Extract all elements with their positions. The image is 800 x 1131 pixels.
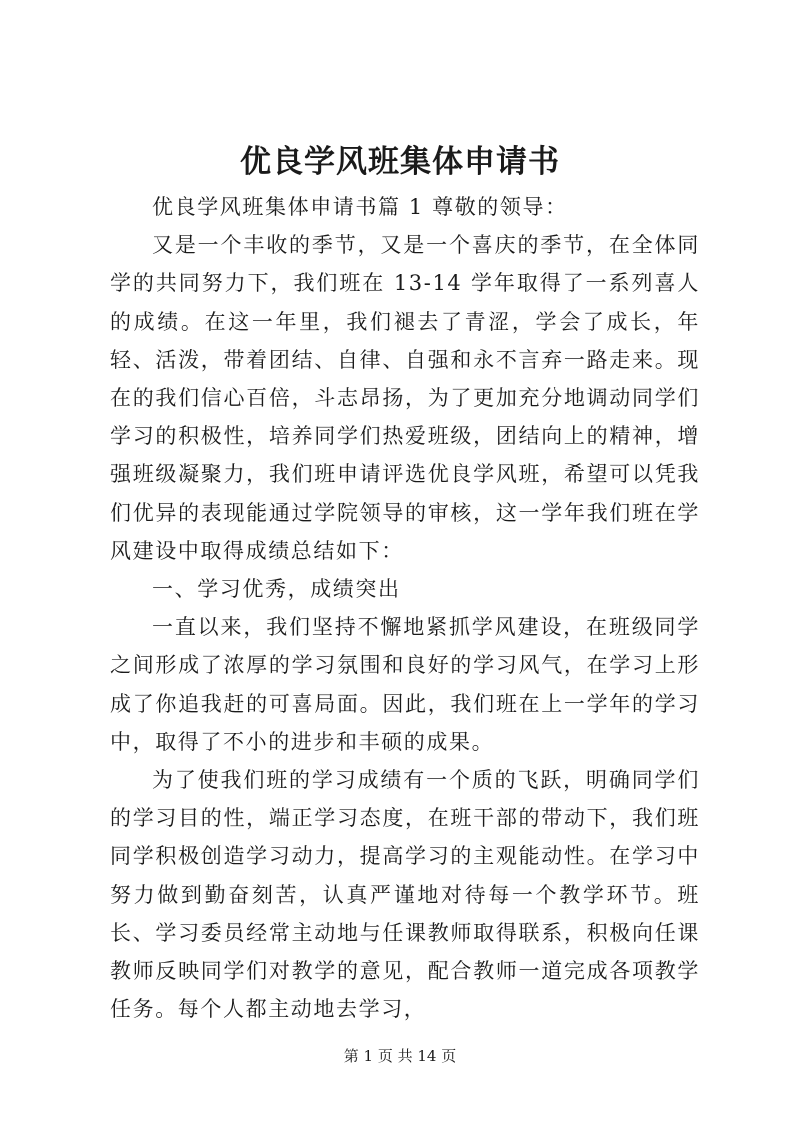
paragraph-greeting: 优良学风班集体申请书篇 1 尊敬的领导： [152, 195, 568, 219]
document-title: 优良学风班集体申请书 [240, 144, 560, 180]
paragraph-study-atmosphere: 一直以来，我们坚持不懈地紧抓学风建设，在班级同学之间形成了浓厚的学习氛围和良好的学习风气，在学习上形成了你追我赶的可喜局面。因此，我们班在上一学年的学习中，取得了不小的进步和丰硕的成果。 [110, 615, 700, 754]
document-body [110, 188, 700, 1028]
page-number-footer: 第 1 页 共 14 页 [343, 1047, 457, 1065]
paragraph-study-measures: 为了使我们班的学习成绩有一个质的飞跃，明确同学们的学习目的性，端正学习态度，在班干部的带动下，我们班同学积极创造学习动力，提高学习的主观能动性。在学习中努力做到勤奋刻苦，认真严谨地对待每一个教学环节。班长、学习委员经常主动地与任课教师取得联系，积极向任课教师反映同学们对教学的意见，配合教师一道完成各项教学任务。每个人都主动地去学习， [110, 768, 700, 1022]
section-heading-study: 一、学习优秀，成绩突出 [152, 577, 401, 602]
paragraph-intro: 又是一个丰收的季节，又是一个喜庆的季节，在全体同学的共同努力下，我们班在 13-14 学年取得了一系列喜人的成绩。在这一年里，我们褪去了青涩，学会了成长，年轻、活泼，带着团结、自律、自强和永不言弃一路走来。现在的我们信心百倍，斗志昂扬，为了更加充分地调动同学们学习的积极性，培养同学们热爱班级，团结向上的精神，增强班级凝聚力，我们班申请评选优良学风班，希望可以凭我们优异的表现能通过学院领导的审核，这一学年我们班在学风建设中取得成绩总结如下： [110, 233, 700, 563]
